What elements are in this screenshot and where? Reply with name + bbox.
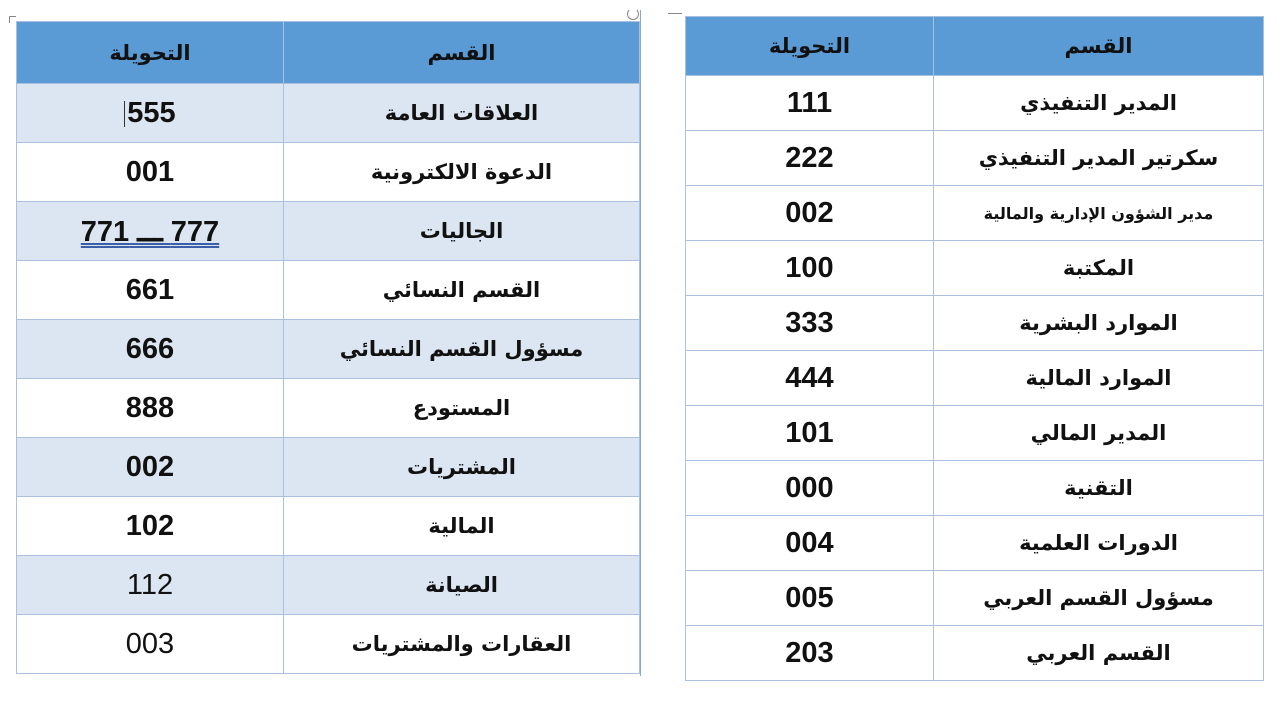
table-row <box>686 516 1264 571</box>
extension-value: 777 ـــ 771 <box>80 215 220 248</box>
department-cell[interactable]: الدعوة الالكترونية <box>284 143 640 202</box>
extension-cell[interactable]: 100 <box>686 241 934 296</box>
table-row <box>686 241 1264 296</box>
department-cell[interactable]: الصيانة <box>284 556 640 615</box>
extension-cell[interactable]: 003 <box>17 615 284 674</box>
page-divider <box>640 10 641 676</box>
table-row <box>17 320 640 379</box>
extension-cell[interactable]: 111 <box>686 76 934 131</box>
department-cell[interactable]: مسؤول القسم النسائي <box>284 320 640 379</box>
table-row <box>686 461 1264 516</box>
extension-cell[interactable]: 101 <box>686 406 934 461</box>
department-cell[interactable]: العلاقات العامة <box>284 84 640 143</box>
extension-cell[interactable]: 333 <box>686 296 934 351</box>
extension-cell[interactable]: 888 <box>17 379 284 438</box>
extension-cell[interactable] <box>17 202 284 261</box>
department-cell[interactable]: التقنية <box>934 461 1264 516</box>
department-cell[interactable]: المالية <box>284 497 640 556</box>
department-column-header: القسم <box>284 22 640 84</box>
department-cell[interactable]: المدير المالي <box>934 406 1264 461</box>
table-row <box>17 143 640 202</box>
department-cell[interactable]: سكرتير المدير التنفيذي <box>934 131 1264 186</box>
table-row <box>17 84 640 143</box>
table-row <box>686 76 1264 131</box>
department-cell[interactable]: القسم العربي <box>934 626 1264 681</box>
department-cell[interactable]: العقارات والمشتريات <box>284 615 640 674</box>
department-cell[interactable]: مسؤول القسم العربي <box>934 571 1264 626</box>
extension-cell[interactable]: 444 <box>686 351 934 406</box>
extension-cell[interactable]: 002 <box>686 186 934 241</box>
department-cell[interactable]: المشتريات <box>284 438 640 497</box>
table-row <box>17 497 640 556</box>
table-row <box>686 131 1264 186</box>
extension-cell[interactable]: 112 <box>17 556 284 615</box>
table-row <box>686 296 1264 351</box>
extensions-table-right <box>685 16 1264 681</box>
department-cell[interactable]: الجاليات <box>284 202 640 261</box>
department-cell[interactable]: مدير الشؤون الإدارية والمالية <box>934 186 1264 241</box>
extension-cell[interactable]: 002 <box>17 438 284 497</box>
table-row <box>686 351 1264 406</box>
table-row <box>686 571 1264 626</box>
department-cell[interactable]: المدير التنفيذي <box>934 76 1264 131</box>
table-row <box>686 406 1264 461</box>
table-header-row <box>686 17 1264 76</box>
extension-cell[interactable]: 000 <box>686 461 934 516</box>
department-column-header: القسم <box>934 17 1264 76</box>
extension-column-header: التحويلة <box>686 17 934 76</box>
table-row <box>17 615 640 674</box>
extension-cell[interactable]: 102 <box>17 497 284 556</box>
extension-cell[interactable]: 004 <box>686 516 934 571</box>
text-cursor <box>124 101 125 127</box>
extension-cell[interactable]: 666 <box>17 320 284 379</box>
department-cell[interactable]: المكتبة <box>934 241 1264 296</box>
extensions-table-left <box>16 21 640 674</box>
department-cell[interactable]: القسم النسائي <box>284 261 640 320</box>
table-row <box>17 261 640 320</box>
table-edge-mark <box>668 13 682 14</box>
extension-column-header: التحويلة <box>17 22 284 84</box>
department-cell[interactable]: الموارد المالية <box>934 351 1264 406</box>
extension-cell[interactable]: 203 <box>686 626 934 681</box>
department-cell[interactable]: المستودع <box>284 379 640 438</box>
table-row <box>17 438 640 497</box>
table-row <box>17 556 640 615</box>
table-corner-mark <box>9 16 16 23</box>
extension-cell[interactable]: 001 <box>17 143 284 202</box>
extension-cell[interactable]: 005 <box>686 571 934 626</box>
table-row <box>686 626 1264 681</box>
extension-cell[interactable]: 661 <box>17 261 284 320</box>
extension-cell[interactable]: 222 <box>686 131 934 186</box>
table-row <box>17 379 640 438</box>
extension-value: 555 <box>127 96 176 129</box>
extension-cell[interactable] <box>17 84 284 143</box>
table-row <box>686 186 1264 241</box>
department-cell[interactable]: الدورات العلمية <box>934 516 1264 571</box>
table-move-handle[interactable] <box>627 8 639 20</box>
department-cell[interactable]: الموارد البشرية <box>934 296 1264 351</box>
table-header-row <box>17 22 640 84</box>
table-row <box>17 202 640 261</box>
